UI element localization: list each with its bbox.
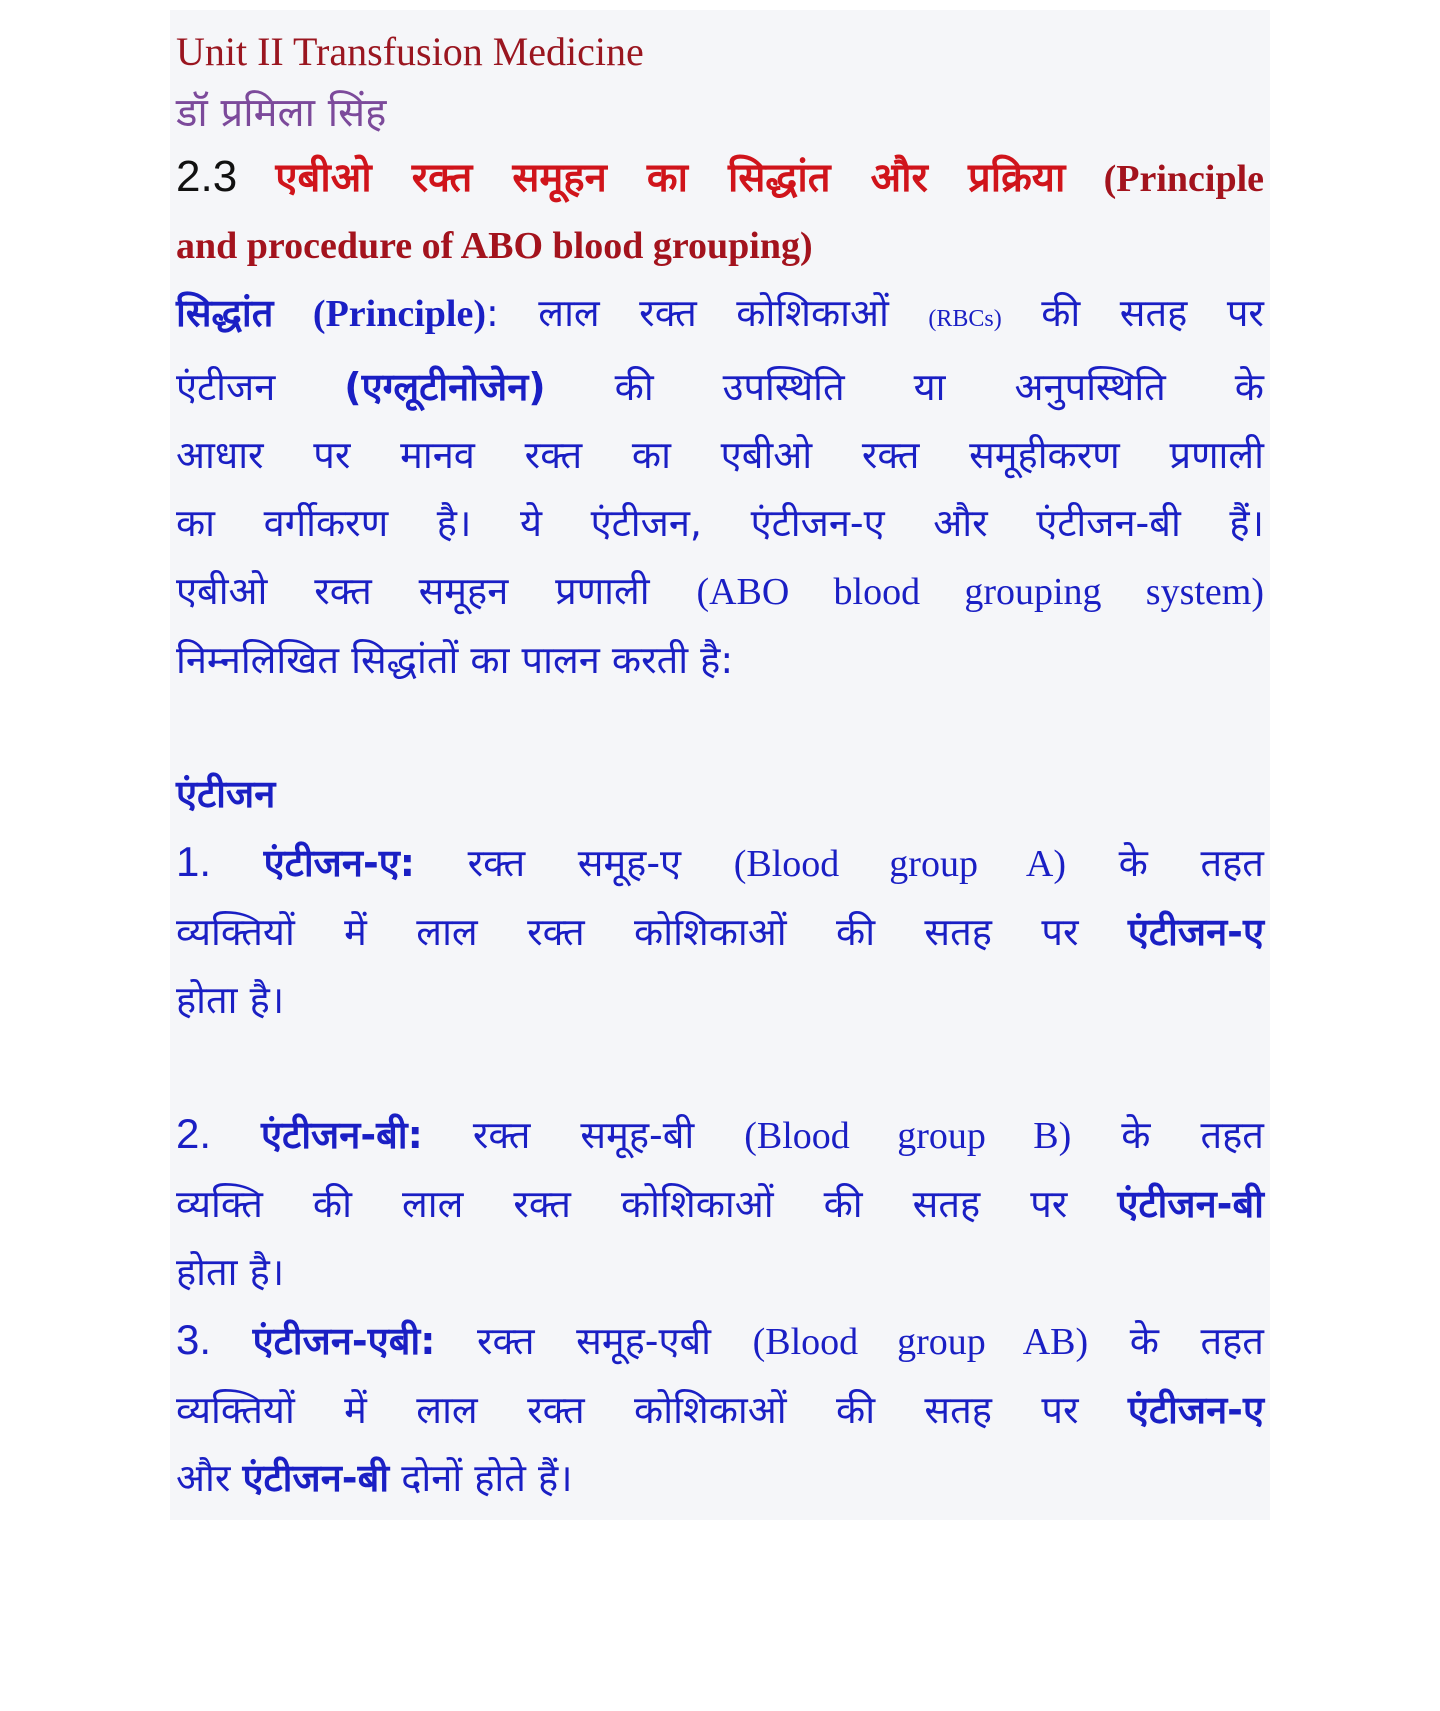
antigen-ab-text-1a: रक्त समूह-एबी — [477, 1319, 712, 1363]
principle-label-hindi: सिद्धांत — [176, 291, 274, 335]
antigen-ab-line-3 — [176, 1444, 1264, 1512]
antigen-ab-line-1 — [176, 1306, 1264, 1376]
antigen-ab-line-2 — [176, 1376, 1264, 1444]
principle-line-3: आधार पर मानव रक्त का एबीओ रक्त समूहीकरण प्रणाली — [176, 433, 1264, 477]
principle-line-6: निम्नलिखित सिद्धांतों का पालन करती है: — [176, 638, 734, 682]
principle-line-2 — [176, 353, 1264, 421]
principle-text-2a: एंटीजन — [176, 365, 276, 409]
antigen-b-label: एंटीजन-बी: — [261, 1113, 423, 1157]
antigen-ab-term-b: एंटीजन-बी — [242, 1456, 390, 1500]
principle-paragraph — [176, 279, 1264, 694]
principle-line-5 — [176, 557, 1264, 626]
antigen-a-term: एंटीजन-ए — [1127, 910, 1264, 954]
antigen-ab-text-2a: व्यक्तियों में लाल रक्त कोशिकाओं की सतह पर — [176, 1388, 1079, 1432]
document-page — [170, 10, 1270, 1520]
antigen-a-text-1b: के तहत — [1118, 841, 1264, 885]
section-title-english-1: (Principle — [1103, 158, 1264, 200]
antigen-ab-label: एंटीजन-एबी: — [252, 1319, 436, 1363]
antigen-ab-term-a: एंटीजन-ए — [1127, 1388, 1264, 1432]
principle-line-4: का वर्गीकरण है। ये एंटीजन, एंटीजन-ए और एंटीजन-बी हैं। — [176, 501, 1264, 545]
blood-group-a-english: (Blood group A) — [733, 843, 1067, 885]
antigen-b-line-3: होता है। — [176, 1250, 285, 1294]
list-number: 1. — [176, 838, 212, 885]
principle-text-1a: : लाल रक्त कोशिकाओं — [485, 291, 889, 335]
antigen-b-line-1 — [176, 1100, 1264, 1170]
principle-line-1 — [176, 279, 1264, 353]
antigen-a-label: एंटीजन-ए: — [263, 841, 415, 885]
author-name: डॉ प्रमिला सिंह — [176, 90, 387, 136]
unit-title: Unit II Transfusion Medicine — [176, 29, 644, 74]
antigen-heading: एंटीजन — [176, 772, 276, 816]
antigen-a-text-2a: व्यक्तियों में लाल रक्त कोशिकाओं की सतह पर — [176, 910, 1079, 954]
antigen-a-line-1 — [176, 828, 1264, 898]
antigen-b-line-2 — [176, 1170, 1264, 1238]
antigen-ab-text-3a: और — [176, 1456, 231, 1500]
principle-label-english: (Principle) — [312, 293, 486, 335]
list-number: 3. — [176, 1316, 212, 1363]
antigen-a-text-1a: रक्त समूह-ए — [467, 841, 682, 885]
antigen-a-line-3: होता है। — [176, 978, 285, 1022]
section-title-english-2: and procedure of ABO blood grouping) — [176, 225, 813, 267]
principle-text-5a: एबीओ रक्त समूहन प्रणाली — [176, 569, 650, 613]
antigen-section — [176, 760, 1264, 1512]
agglutinogen-term: (एग्लूटीनोजेन) — [344, 365, 546, 409]
antigen-ab-text-3b: दोनों होते हैं। — [401, 1456, 573, 1500]
principle-text-2b: की उपस्थिति या अनुपस्थिति के — [614, 365, 1264, 409]
section-title-hindi: एबीओ रक्त समूहन का सिद्धांत और प्रक्रिया — [275, 155, 1066, 201]
antigen-a-line-2 — [176, 898, 1264, 966]
antigen-ab-text-1b: के तहत — [1129, 1319, 1264, 1363]
antigen-b-text-1b: के तहत — [1121, 1113, 1264, 1157]
rbc-abbrev: (RBCs) — [928, 306, 1002, 332]
antigen-b-text-2a: व्यक्ति की लाल रक्त कोशिकाओं की सतह पर — [176, 1182, 1068, 1226]
abo-system-english: (ABO blood grouping system) — [696, 571, 1264, 613]
section-heading-line-1 — [176, 144, 1264, 212]
blood-group-ab-english: (Blood group AB) — [752, 1321, 1089, 1363]
list-number: 2. — [176, 1110, 212, 1157]
principle-text-1b: की सतह पर — [1041, 291, 1264, 335]
section-number: 2.3 — [176, 152, 238, 201]
antigen-b-term: एंटीजन-बी — [1117, 1182, 1264, 1226]
antigen-b-text-1a: रक्त समूह-बी — [472, 1113, 695, 1157]
blood-group-b-english: (Blood group B) — [744, 1115, 1072, 1157]
section-heading-line-2 — [176, 212, 1264, 279]
